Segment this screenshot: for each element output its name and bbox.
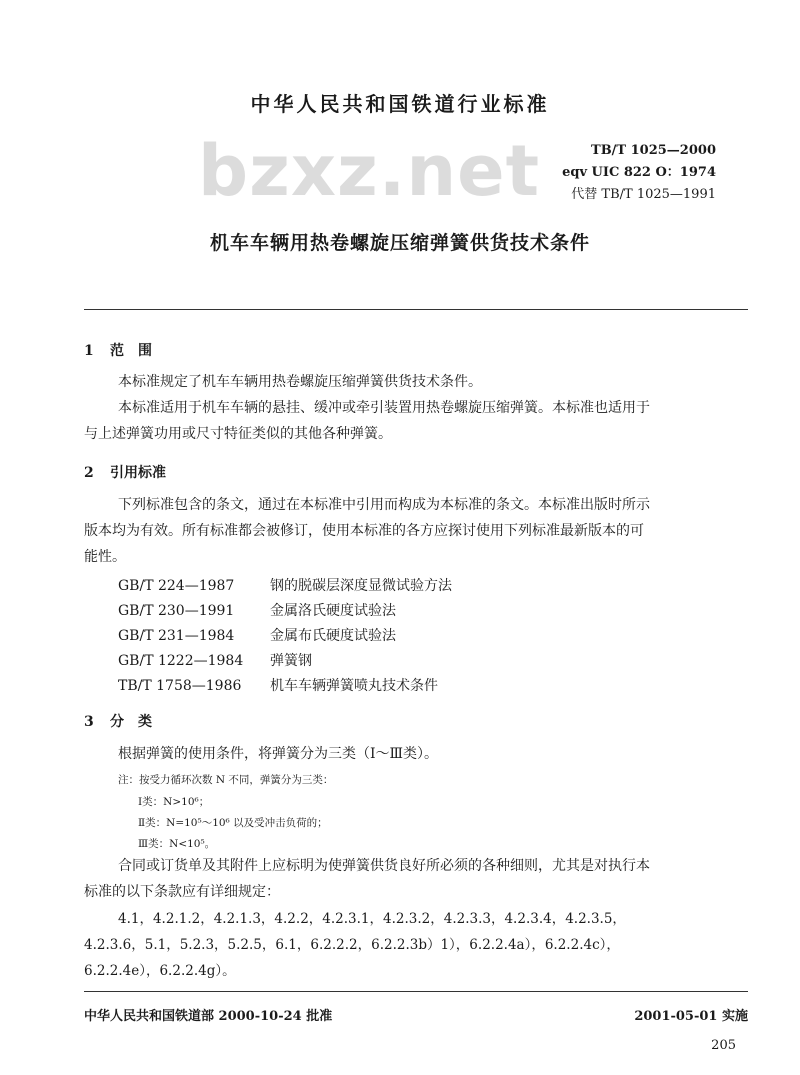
section-number: 1 — [84, 343, 94, 359]
order-details-line-2: 标准的以下条款应有详细规定： — [84, 884, 280, 900]
section-title: 引用标准 — [110, 465, 166, 481]
clause-list-line-3: 6.2.2.4e），6.2.2.4g）。 — [84, 963, 236, 979]
scope-paragraph-2-line-1: 本标准适用于机车车辆的悬挂、缓冲或牵引装置用热卷螺旋压缩弹簧。本标准也适用于 — [118, 400, 650, 416]
section-3-heading — [84, 711, 152, 731]
references-intro-line-3: 能性。 — [84, 549, 126, 565]
reference-code: GB/T 231—1984 — [118, 628, 235, 644]
reference-code: GB/T 230—1991 — [118, 603, 235, 619]
effective-date: 2001-05-01 实施 — [634, 1009, 748, 1024]
footer-divider — [84, 991, 748, 992]
approval-statement: 中华人民共和国铁道部 2000-10-24 批准 — [84, 1009, 333, 1024]
reference-code: GB/T 224—1987 — [118, 578, 235, 594]
reference-code: GB/T 1222—1984 — [118, 653, 244, 669]
reference-code: TB/T 1758—1986 — [118, 678, 242, 694]
scope-paragraph-1: 本标准规定了机车车辆用热卷螺旋压缩弹簧供货技术条件。 — [118, 374, 482, 390]
issuing-body-title: 中华人民共和国铁道行业标准 — [250, 92, 550, 116]
reference-title: 金属布氏硬度试验法 — [270, 628, 396, 644]
reference-item — [118, 575, 452, 595]
order-details-line-1: 合同或订货单及其附件上应标明为使弹簧供货良好所必须的各种细则，尤其是对执行本 — [118, 858, 650, 874]
header-divider — [84, 309, 748, 310]
standard-codes — [562, 140, 716, 206]
clause-list-line-2: 4.2.3.6，5.1，5.2.3，5.2.5，6.1，6.2.2.2，6.2.2.3b）1），6.2.2.4a），6.2.2.4c）， — [84, 937, 620, 953]
scope-paragraph-2-line-2: 与上述弹簧功用或尺寸特征类似的其他各种弹簧。 — [84, 426, 392, 442]
reference-title: 弹簧钢 — [270, 653, 312, 669]
page-number: 205 — [711, 1038, 736, 1053]
references-intro-line-1: 下列标准包含的条文，通过在本标准中引用而构成为本标准的条文。本标准出版时所示 — [118, 497, 650, 513]
classification-paragraph: 根据弹簧的使用条件，将弹簧分为三类（Ⅰ～Ⅲ类）。 — [118, 746, 439, 762]
section-number: 2 — [84, 465, 94, 481]
watermark: bzxz.net — [198, 130, 541, 212]
section-title: 分 类 — [110, 714, 152, 730]
class-2-note: Ⅱ类：N=10⁵～10⁶ 以及受冲击负荷的； — [138, 817, 328, 829]
class-3-note: Ⅲ类：N<10⁵。 — [138, 838, 216, 850]
reference-title: 金属洛氏硬度试验法 — [270, 603, 396, 619]
reference-title: 钢的脱碳层深度显微试验方法 — [270, 578, 452, 594]
classification-note: 注：按受力循环次数 N 不同，弹簧分为三类： — [118, 774, 334, 786]
reference-title: 机车车辆弹簧喷丸技术条件 — [270, 678, 438, 694]
section-title: 范 围 — [110, 343, 152, 359]
clause-list-line-1: 4.1，4.2.1.2，4.2.1.3，4.2.2，4.2.3.1，4.2.3.2，4.2.3.3，4.2.3.4，4.2.3.5， — [118, 911, 626, 927]
section-number: 3 — [84, 714, 94, 730]
document-title: 机车车辆用热卷螺旋压缩弹簧供货技术条件 — [209, 232, 590, 254]
reference-item — [118, 650, 312, 670]
reference-item — [118, 600, 396, 620]
standard-number: TB/T 1025—2000 — [591, 143, 716, 158]
reference-item — [118, 675, 438, 695]
class-1-note: Ⅰ类：N>10⁶； — [138, 796, 210, 808]
section-2-heading — [84, 462, 166, 482]
equivalence-statement: eqv UIC 822 O：1974 — [562, 165, 716, 180]
reference-item — [118, 625, 396, 645]
section-1-heading — [84, 340, 152, 360]
references-intro-line-2: 版本均为有效。所有标准都会被修订，使用本标准的各方应探讨使用下列标准最新版本的可 — [84, 523, 644, 539]
replaces-statement: 代替 TB/T 1025—1991 — [571, 187, 716, 202]
